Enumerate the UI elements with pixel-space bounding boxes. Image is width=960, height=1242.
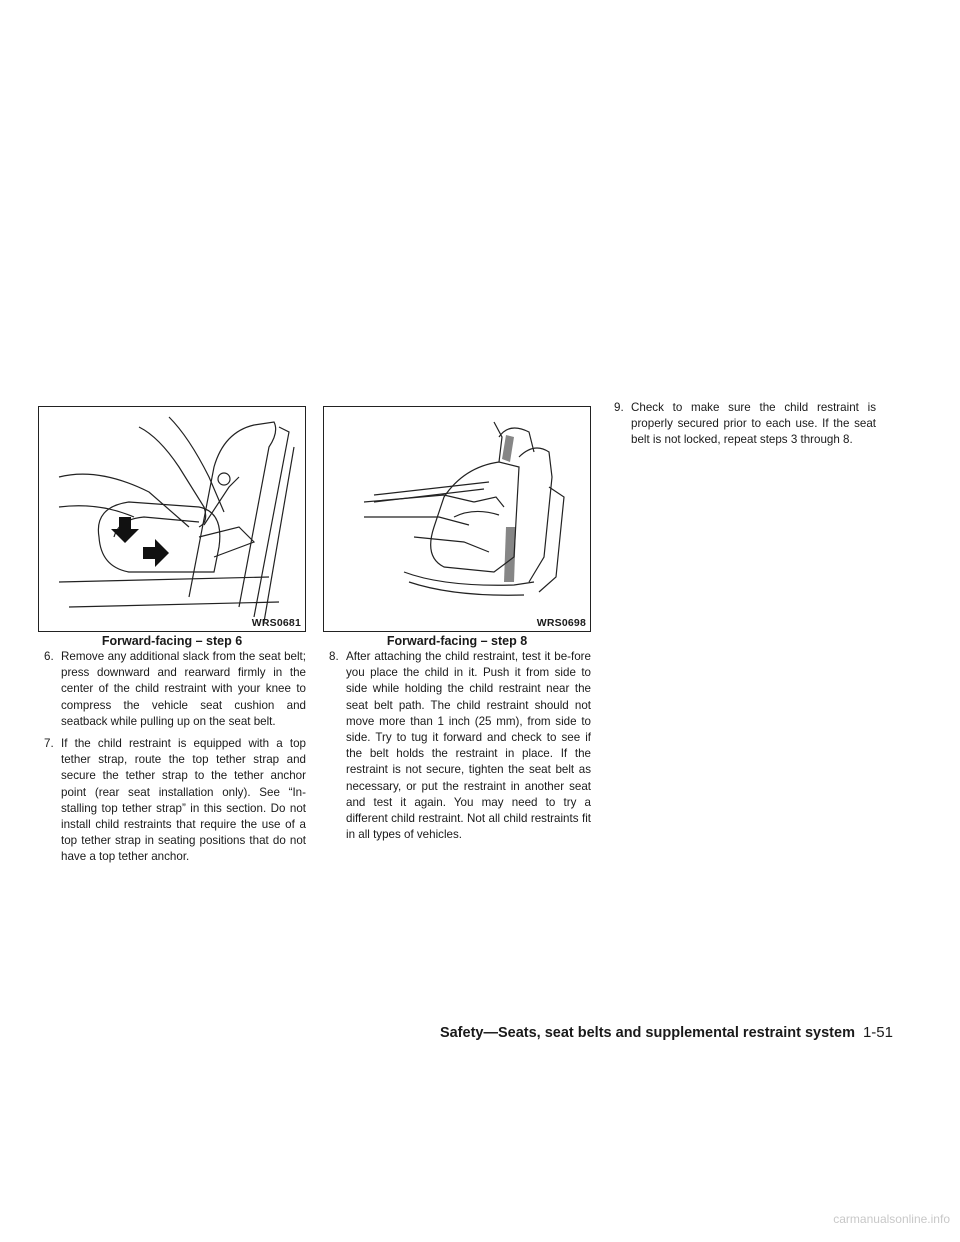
column-right bbox=[608, 401, 876, 455]
figure-step-6 bbox=[38, 406, 306, 632]
figure-step-8 bbox=[323, 406, 591, 632]
column-middle bbox=[323, 406, 591, 849]
page-footer bbox=[0, 1024, 893, 1041]
illustration-step-6 bbox=[39, 407, 306, 632]
watermark: carmanualsonline.info bbox=[833, 1212, 950, 1226]
step-text: After attaching the child restraint, test it be-fore you place the child in it. Push it from side to side while holding the child restraint near the seat belt path. The child restraint should not move more than 1 inch (25 mm), from side to side. Try to tug it forward and check to see if the belt holds the restraint in place. If the restraint is not secure, tighten the seat belt as necessary, or put the restraint in another seat and test it again. You may need to try a different child restraint. Not all child restraints fit in all types of vehicles. bbox=[346, 650, 591, 842]
step-number: 7. bbox=[44, 737, 54, 751]
figure-caption: Forward-facing – step 6 bbox=[101, 634, 243, 648]
illustration-step-8 bbox=[324, 407, 591, 632]
step-text: Remove any additional slack from the seat belt; press downward and rearward firmly in the center of the child restraint with your knee to compress the vehicle seat cushion and seatback while pulling up on the seat belt. bbox=[61, 650, 306, 728]
section-title: Safety—Seats, seat belts and supplemental restraint system bbox=[439, 1025, 855, 1041]
step-number: 8. bbox=[329, 650, 339, 663]
step-6 bbox=[38, 649, 306, 730]
step-number: 9. bbox=[614, 401, 624, 414]
figure-caption: Forward-facing – step 8 bbox=[386, 634, 528, 648]
page-number: 1-51 bbox=[862, 1024, 893, 1041]
figure-code: WRS0681 bbox=[251, 617, 301, 629]
column-left bbox=[38, 406, 306, 872]
figure-code: WRS0698 bbox=[536, 617, 586, 629]
step-text: If the child restraint is equipped with a top tether strap, route the top tether strap and secure the tether strap to the tether anchor point (rear seat installation only). See “In-stalling top tether strap” in this section. Do not install child restraints that require the use of a top tether strap in seating positions that do not have a top tether anchor. bbox=[61, 737, 306, 864]
step-text: Check to make sure the child restraint is properly secured prior to each use. If the seat belt is not locked, repeat steps 3 through 8. bbox=[631, 401, 876, 447]
step-9 bbox=[608, 400, 876, 449]
step-number: 6. bbox=[44, 650, 54, 663]
step-8 bbox=[323, 649, 591, 843]
step-7 bbox=[38, 736, 306, 866]
